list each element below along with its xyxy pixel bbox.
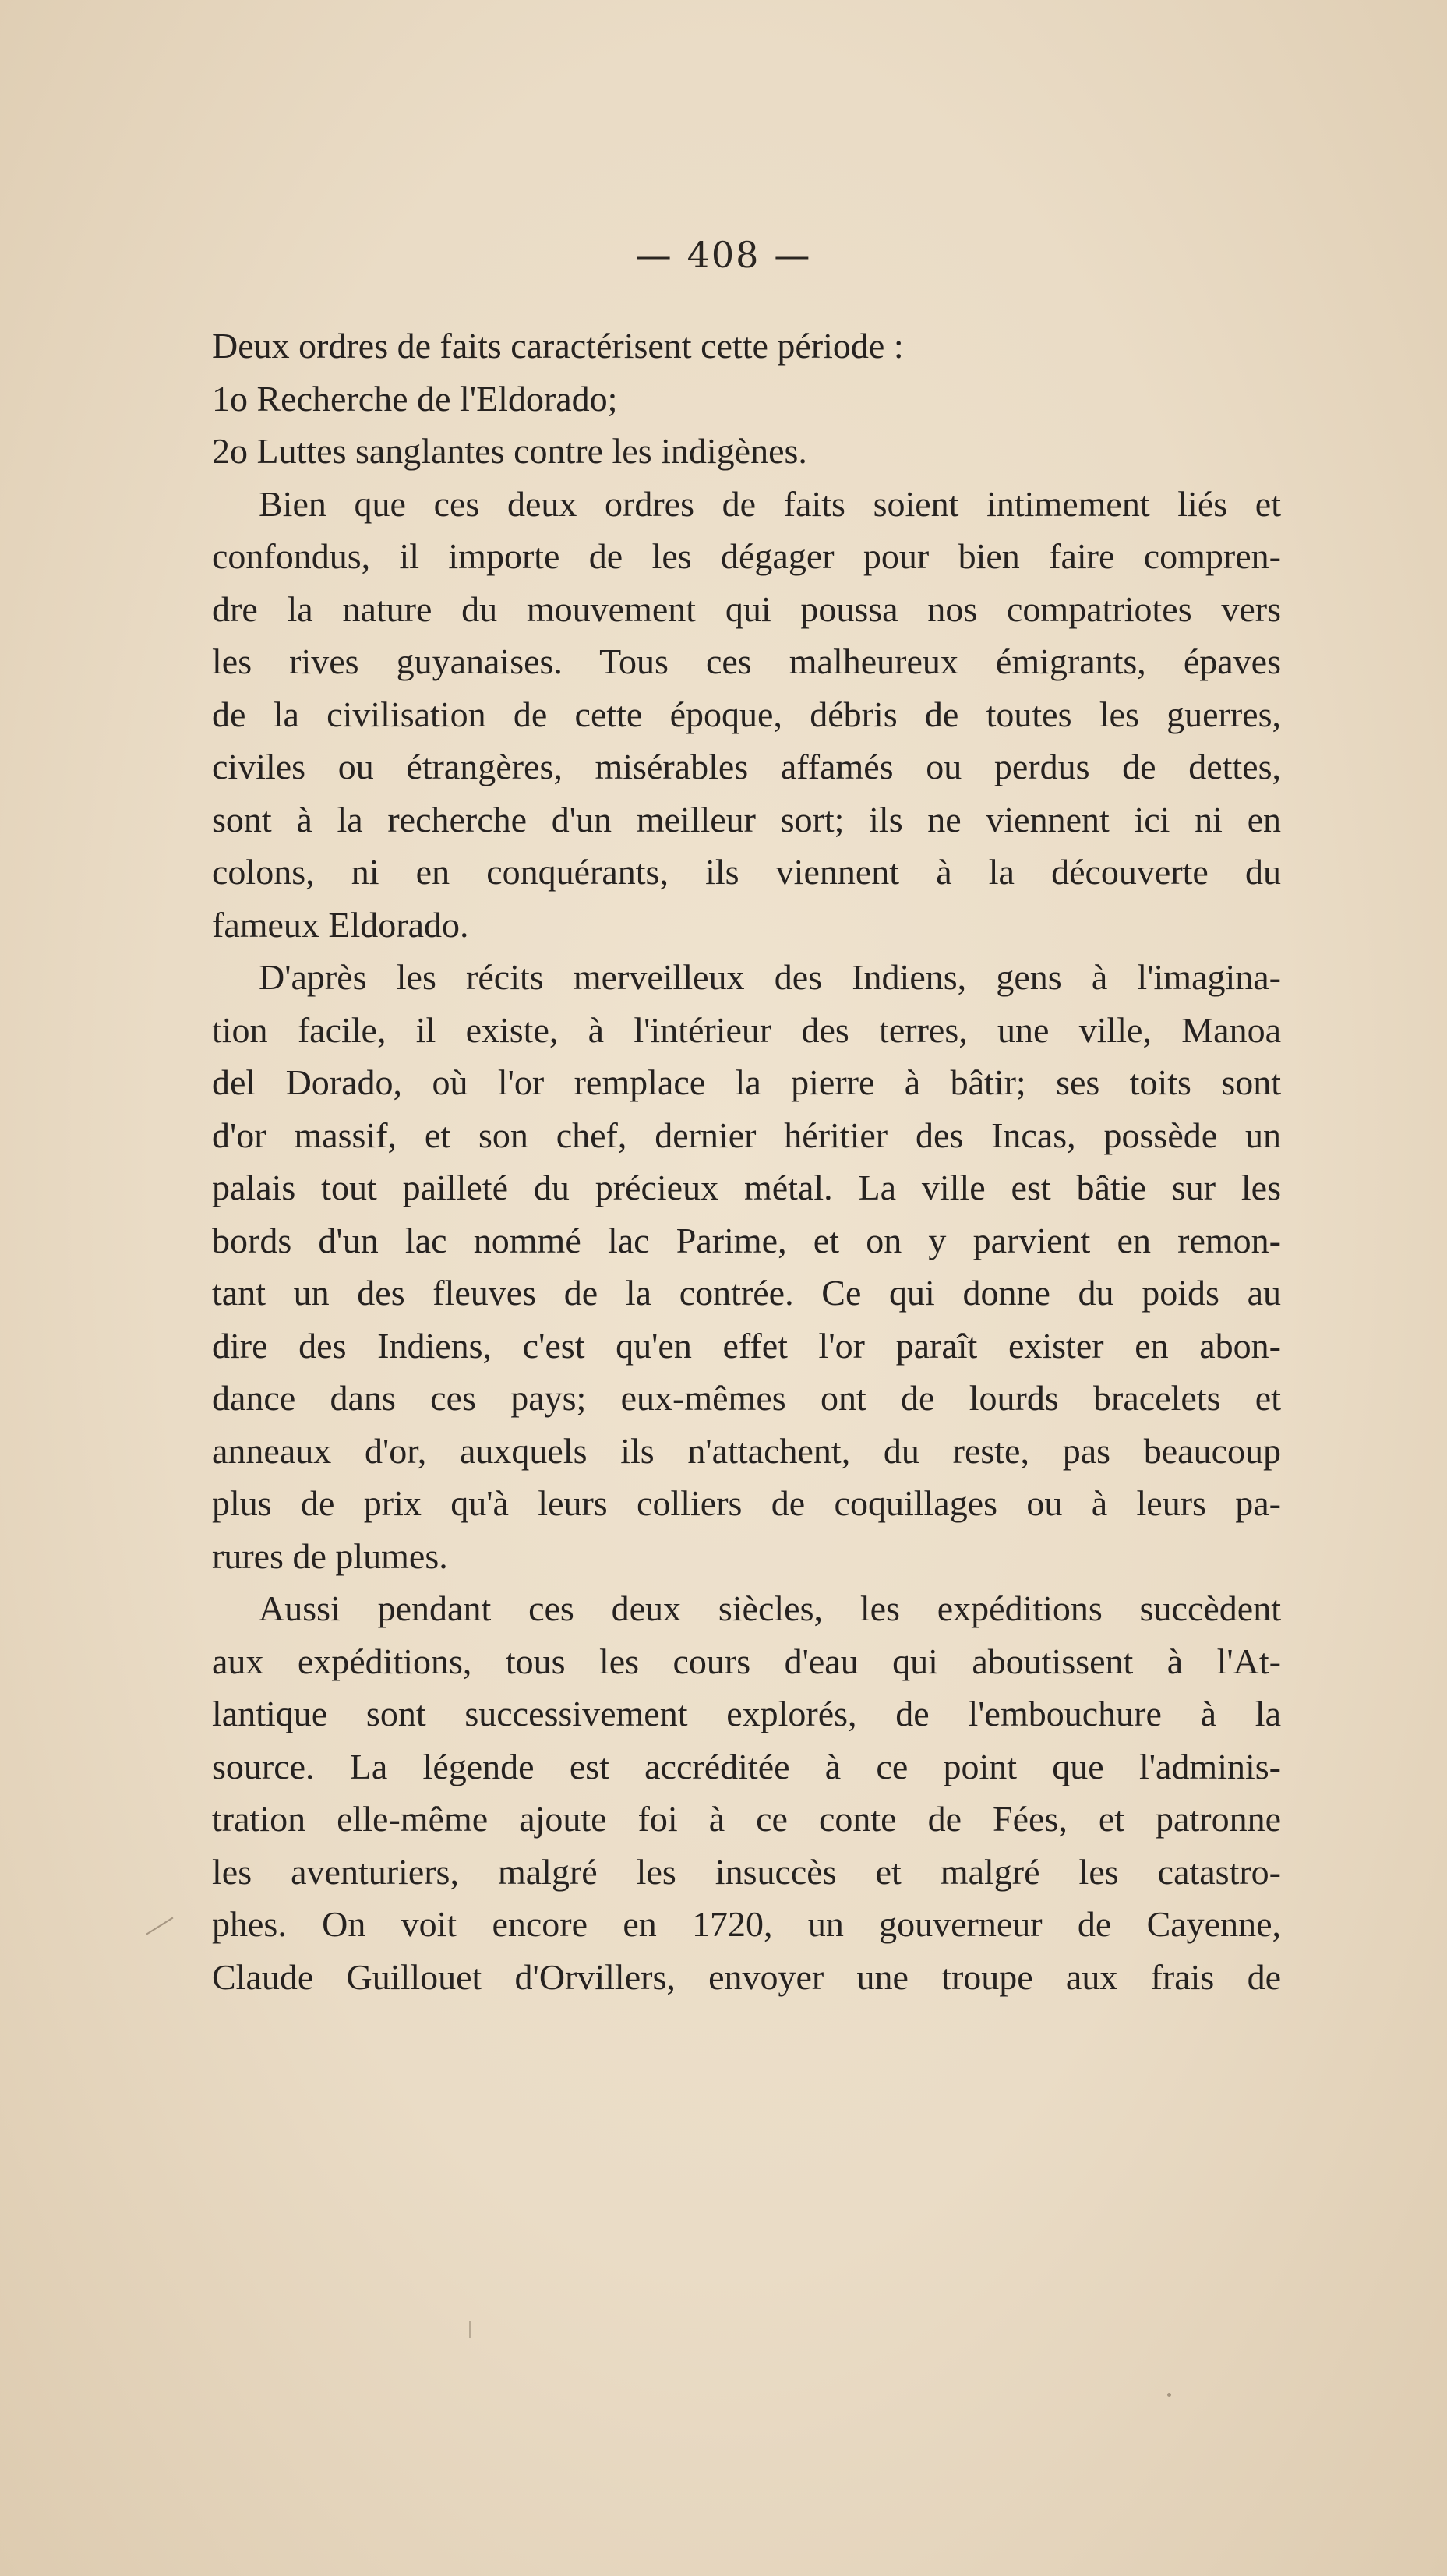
text-line: plus de prix qu'à leurs colliers de coquillages ou à leurs pa- xyxy=(212,1483,1281,1523)
text-line: Bien que ces deux ordres de faits soient intimement liés et xyxy=(259,483,1281,524)
paper-speck xyxy=(469,2321,471,2338)
text-line: bords d'un lac nommé lac Parime, et on y parvient en remon- xyxy=(212,1220,1281,1260)
text-line: fameux Eldorado. xyxy=(212,904,469,945)
text-line: Aussi pendant ces deux siècles, les expéditions succèdent xyxy=(259,1588,1281,1628)
text-line: civiles ou étrangères, misérables affamés ou perdus de dettes, xyxy=(212,747,1281,786)
text-line: 2o Luttes sanglantes contre les indigènes. xyxy=(212,431,807,471)
text-line: les rives guyanaises. Tous ces malheureux émigrants, épaves xyxy=(212,641,1281,681)
text-line: aux expéditions, tous les cours d'eau qui aboutissent à l'At- xyxy=(212,1641,1281,1681)
header-dash-left: — xyxy=(635,234,673,276)
paper-speck xyxy=(1167,2393,1171,2397)
pencil-mark xyxy=(146,1917,174,1935)
text-line: 1o Recherche de l'Eldorado; xyxy=(212,378,618,419)
text-line: dire des Indiens, c'est qu'en effet l'or paraît exister en abon- xyxy=(212,1325,1281,1366)
text-line: Claude Guillouet d'Orvillers, envoyer une troupe aux frais de xyxy=(212,1956,1281,1997)
text-line: Deux ordres de faits caractérisent cette période : xyxy=(212,326,904,366)
text-line: les aventuriers, malgré les insuccès et malgré les catastro- xyxy=(212,1851,1281,1892)
page-number: 408 xyxy=(686,234,761,276)
text-line: phes. On voit encore en 1720, un gouverneur de Cayenne, xyxy=(212,1904,1281,1944)
text-line: colons, ni en conquérants, ils viennent à la découverte du xyxy=(212,852,1281,892)
text-line: dance dans ces pays; eux-mêmes ont de lourds bracelets et xyxy=(212,1378,1281,1418)
text-line: dre la nature du mouvement qui poussa nos compatriotes vers xyxy=(212,588,1281,629)
text-line: del Dorado, où l'or remplace la pierre à bâtir; ses toits sont xyxy=(212,1062,1281,1102)
body-text xyxy=(212,320,1281,2003)
text-line: anneaux d'or, auxquels ils n'attachent, du reste, pas beaucoup xyxy=(212,1430,1281,1471)
text-line: palais tout pailleté du précieux métal. La ville est bâtie sur les xyxy=(212,1168,1281,1207)
text-line: D'après les récits merveilleux des Indiens, gens à l'imagina- xyxy=(259,957,1281,997)
text-line: d'or massif, et son chef, dernier héritier des Incas, possède un xyxy=(212,1115,1281,1155)
text-line: tion facile, il existe, à l'intérieur des terres, une ville, Manoa xyxy=(212,1009,1281,1050)
text-line: sont à la recherche d'un meilleur sort; ils ne viennent ici ni en xyxy=(212,799,1281,839)
text-line: confondus, il importe de les dégager pour bien faire compren- xyxy=(212,536,1281,576)
text-line: source. La légende est accréditée à ce point que l'adminis- xyxy=(212,1746,1281,1786)
text-line: tration elle-même ajoute foi à ce conte de Fées, et patronne xyxy=(212,1799,1281,1839)
header-dash-right: — xyxy=(774,234,812,276)
page-header xyxy=(0,234,1447,276)
text-line: rures de plumes. xyxy=(212,1535,448,1576)
text-line: tant un des fleuves de la contrée. Ce qui donne du poids au xyxy=(212,1273,1281,1313)
text-line: de la civilisation de cette époque, débris de toutes les guerres, xyxy=(212,694,1281,734)
text-line: lantique sont successivement explorés, de l'embouchure à la xyxy=(212,1694,1281,1733)
